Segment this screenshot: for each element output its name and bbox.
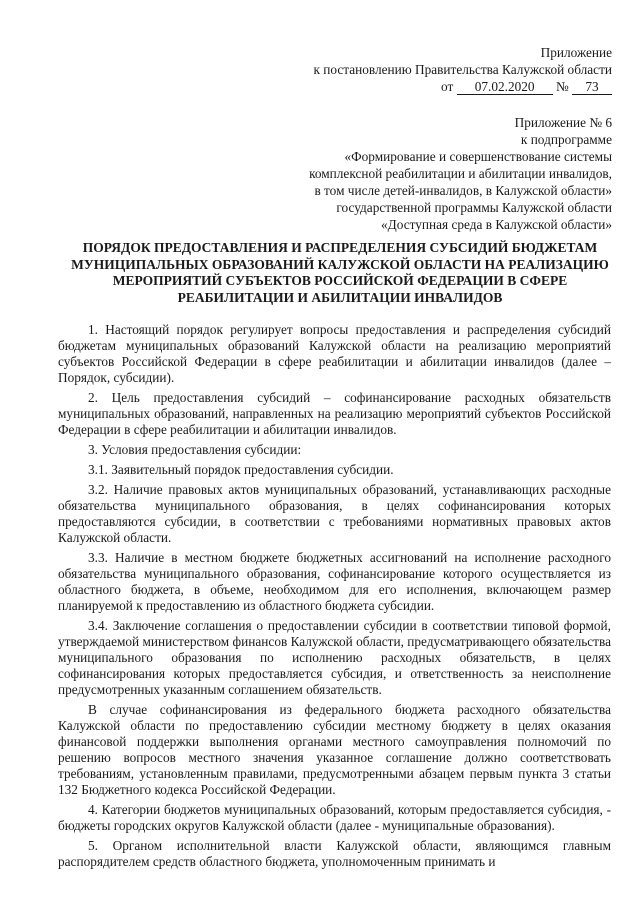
paragraph: 3.2. Наличие правовых актов муниципальных образований, устанавливающих расходные обязательства муниципального образования, в целях софинансирования которых предоставляются субсидии, в соответствии с требованиями нормативных правовых актов Калужской области. — [58, 482, 611, 545]
number-label: № — [555, 79, 569, 94]
appendix-line: комплексной реабилитации и абилитации инвалидов, — [309, 166, 612, 181]
paragraph: 3.1. Заявительный порядок предоставления субсидии. — [88, 462, 394, 477]
paragraph: 3.3. Наличие в местном бюджете бюджетных ассигнований на исполнение расходного обязательства муниципального образования, софинансирование которого осуществляется из областного бюджета, в объеме, необходимом для его исполнения, включающем размер планируемой к предоставлению из областного бюджета субсидии. — [58, 550, 611, 613]
header-line-appendix: Приложение — [540, 45, 612, 60]
document-body — [58, 322, 611, 874]
appendix-line: государственной программы Калужской области — [336, 200, 612, 215]
header-line-resolution: к постановлению Правительства Калужской области — [313, 62, 612, 77]
paragraph: 2. Цель предоставления субсидий – софинансирование расходных обязательств муниципальных образований, направленных на реализацию мероприятий субъектов Российской Федерации в сфере реабилитации и абилитации инвалидов. — [58, 390, 611, 437]
header-date-line — [313, 78, 612, 95]
paragraph: В случае софинансирования из федерального бюджета расходного обязательства Калужской области по предоставлению субсидии местному бюджету в целях оказания финансовой поддержки выполнения органами местного самоуправления полномочий по решению вопросов местного значения указанное соглашение должно соответствовать требованиям, установленным правилами, предусмотренными абзацем первым пункта 3 статьи 132 Бюджетного кодекса Российской Федерации. — [58, 702, 611, 797]
appendix-line: «Формирование и совершенствование системы — [344, 149, 612, 164]
paragraph: 5. Органом исполнительной власти Калужской области, являющимся главным распорядителем средств областного бюджета, уполномоченным принимать и — [58, 838, 611, 869]
appendix-line: Приложение № 6 — [514, 115, 612, 130]
paragraph: 3. Условия предоставления субсидии: — [88, 442, 302, 457]
appendix-line: в том числе детей-инвалидов, в Калужской области» — [314, 183, 612, 198]
paragraph: 4. Категории бюджетов муниципальных образований, которым предоставляется субсидия, - бюджеты городских округов Калужской области (далее - муниципальные образования). — [58, 802, 611, 833]
number-value: 73 — [572, 80, 612, 95]
date-prefix: от — [441, 79, 454, 94]
date-value: 07.02.2020 — [457, 80, 553, 95]
document-title: ПОРЯДОК ПРЕДОСТАВЛЕНИЯ И РАСПРЕДЕЛЕНИЯ СУБСИДИЙ БЮДЖЕТАМ МУНИЦИПАЛЬНЫХ ОБРАЗОВАНИЙ КАЛУЖСКОЙ ОБЛАСТИ НА РЕАЛИЗАЦИЮ МЕРОПРИЯТИЙ СУБЪЕКТОВ РОССИЙСКОЙ ФЕДЕРАЦИИ В СФЕРЕ РЕАБИЛИТАЦИИ И АБИЛИТАЦИИ ИНВАЛИДОВ — [71, 240, 609, 305]
appendix-line: к подпрограмме — [520, 132, 612, 147]
appendix-header — [309, 114, 612, 233]
paragraph: 1. Настоящий порядок регулирует вопросы предоставления и распределения субсидий бюджетам муниципальных образований Калужской области на реализацию мероприятий субъектов Российской Федерации в сфере реабилитации и абилитации инвалидов (далее – Порядок, субсидии). — [58, 322, 611, 385]
resolution-header — [313, 44, 612, 95]
appendix-line: «Доступная среда в Калужской области» — [381, 217, 612, 232]
paragraph: 3.4. Заключение соглашения о предоставлении субсидии в соответствии типовой формой, утверждаемой министерством финансов Калужской области, предусматривающего обязательства муниципального образования по исполнению расходных обязательств, в целях софинансирования которых предоставляется субсидия, и ответственность за неисполнение предусмотренных указанным соглашением обязательств. — [58, 618, 611, 697]
